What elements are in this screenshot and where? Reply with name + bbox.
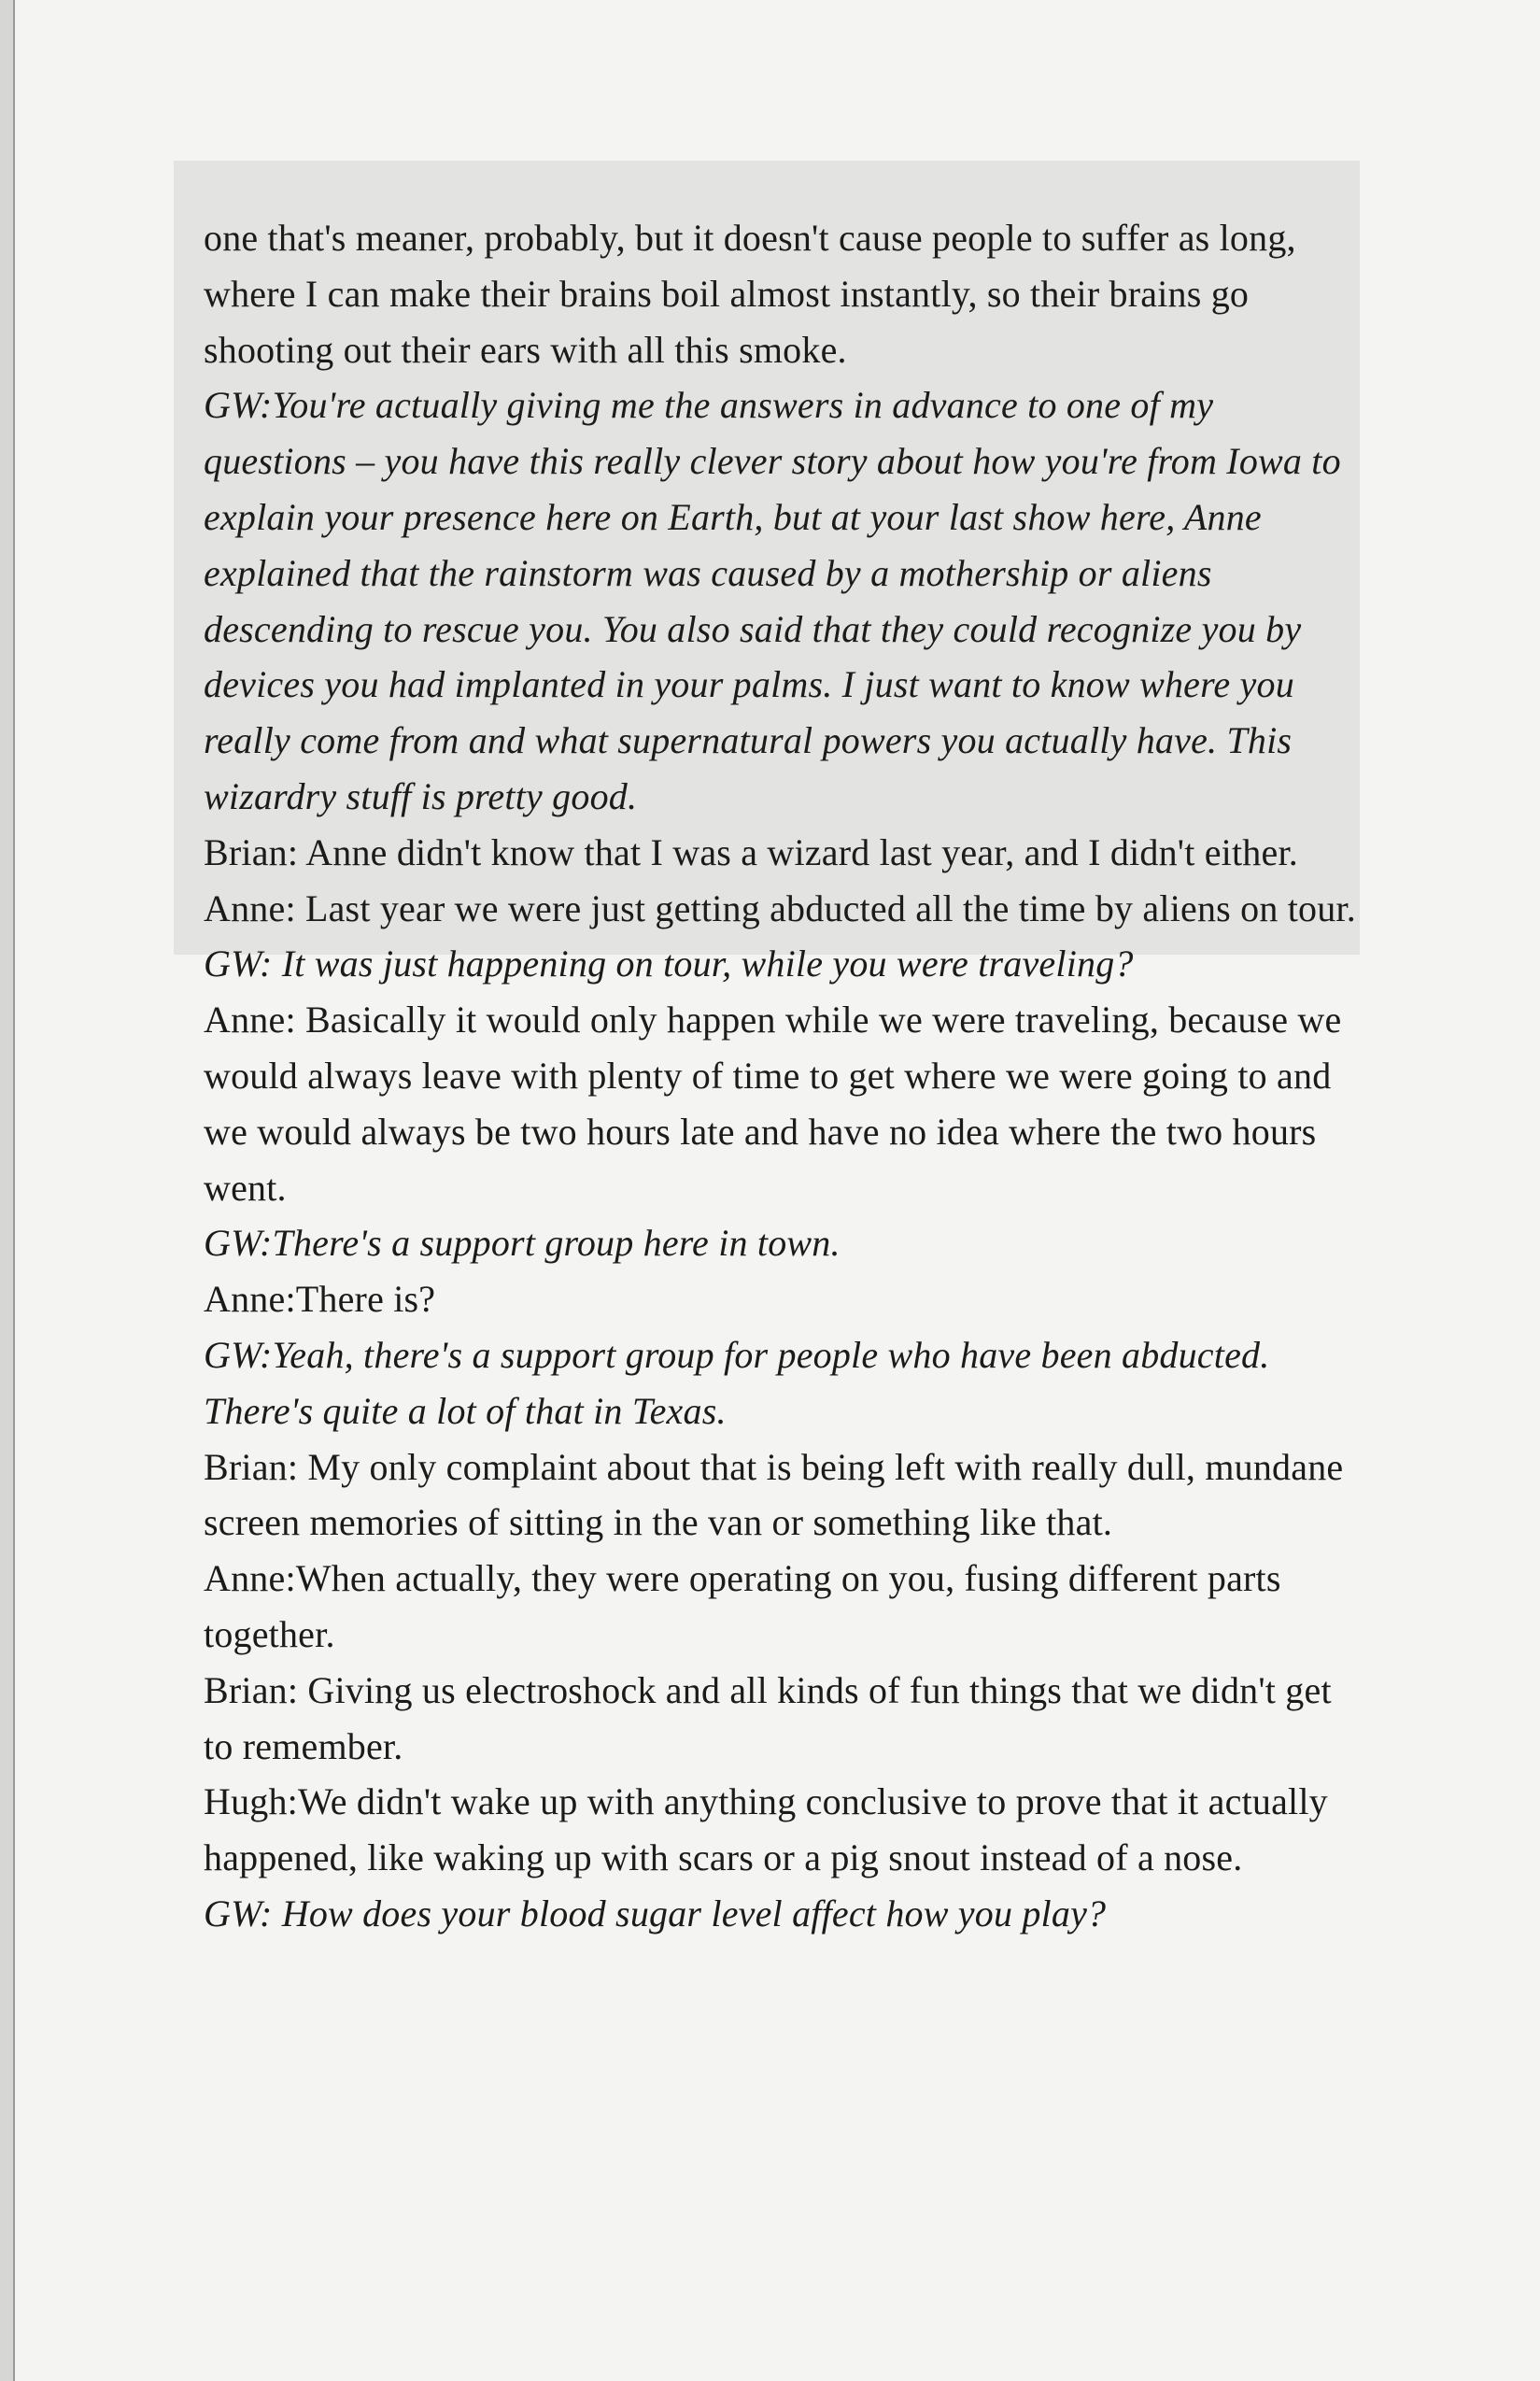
- paragraph-5: GW: It was just happening on tour, while you were traveling?: [204, 942, 1134, 985]
- paragraph-8: Anne:There is?: [204, 1278, 436, 1321]
- interview-text: [204, 210, 1362, 1942]
- book-page: [13, 0, 1540, 2381]
- paragraph-6: Anne: Basically it would only happen while we were traveling, because we would always leave with plenty of time to get where we were going to and we would always be two hours late and have no idea where the two hours went.: [204, 999, 1342, 1209]
- paragraph-9: GW:Yeah, there's a support group for people who have been abducted. There's quite a lot of that in Texas.: [204, 1333, 1270, 1432]
- paragraph-12: Brian: Giving us electroshock and all kinds of fun things that we didn't get to remember.: [204, 1668, 1332, 1767]
- paragraph-13: Hugh:We didn't wake up with anything conclusive to prove that it actually happened, like waking up with scars or a pig snout instead of a nose.: [204, 1780, 1328, 1879]
- paragraph-14: GW: How does your blood sugar level affect how you play?: [204, 1892, 1107, 1935]
- paragraph-2: GW:You're actually giving me the answers in advance to one of my questions – you have this really clever story about how you're from Iowa to explain your presence here on Earth, but at your last show here, Anne explained that the rainstorm was caused by a mothership or aliens descending to rescue you. You also said that they could recognize you by devices you had implanted in your palms. I just want to know where you really come from and what supernatural powers you actually have. This wizardry stuff is pretty good.: [204, 384, 1341, 817]
- paragraph-1: one that's meaner, probably, but it doesn't cause people to suffer as long, where I can make their brains boil almost instantly, so their brains go shooting out their ears with all this smoke.: [204, 217, 1296, 371]
- paragraph-3: Brian: Anne didn't know that I was a wizard last year, and I didn't either.: [204, 830, 1298, 873]
- paragraph-10: Brian: My only complaint about that is being left with really dull, mundane screen memories of sitting in the van or something like that.: [204, 1445, 1344, 1544]
- paragraph-4: Anne: Last year we were just getting abducted all the time by aliens on tour.: [204, 886, 1356, 929]
- paragraph-11: Anne:When actually, they were operating on you, fusing different parts together.: [204, 1557, 1281, 1655]
- paragraph-7: GW:There's a support group here in town.: [204, 1222, 841, 1265]
